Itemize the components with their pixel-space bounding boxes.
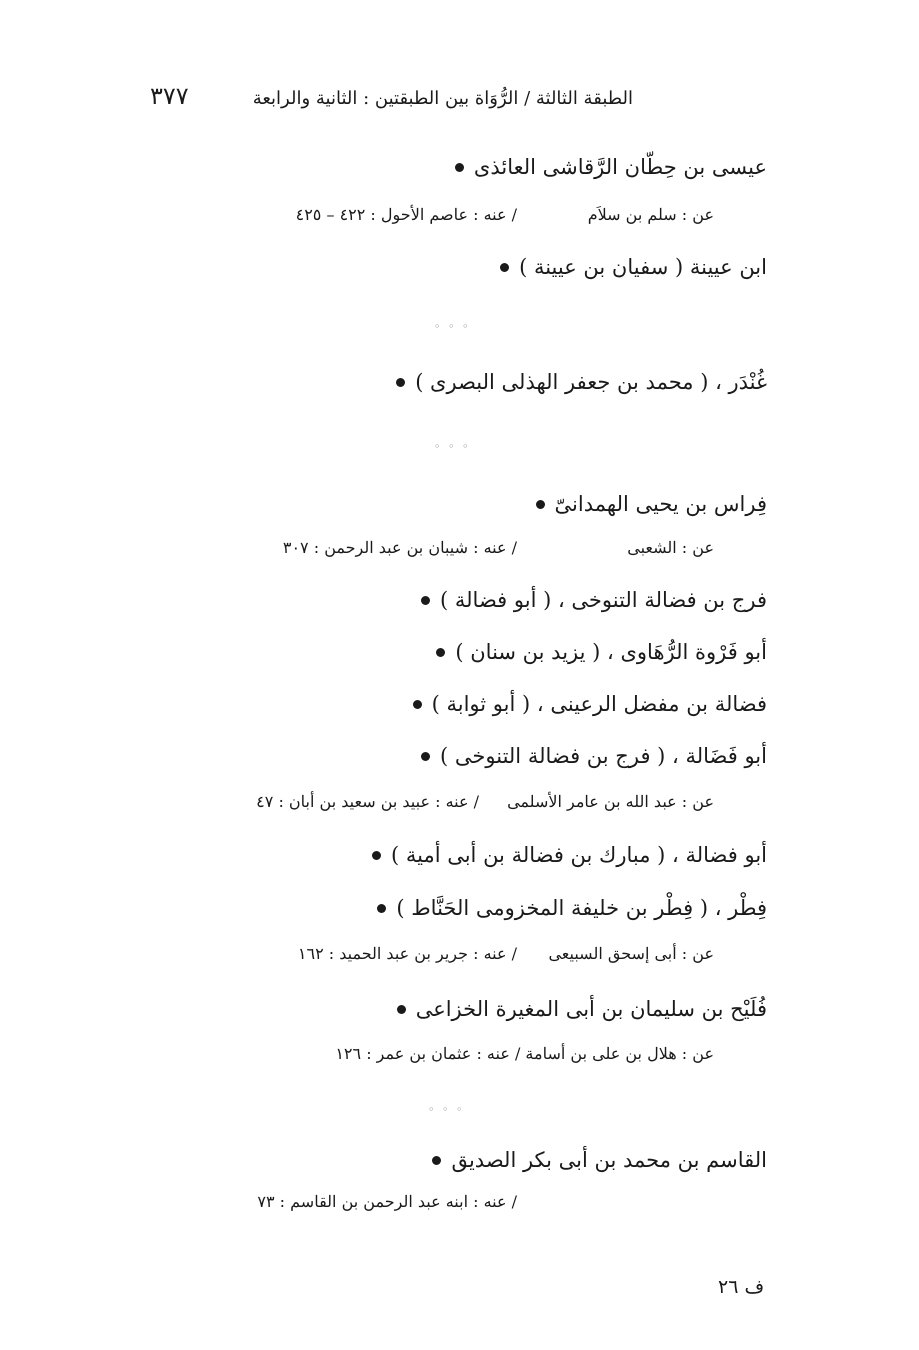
entry-name: غُنْدَر ، ( محمد بن جعفر الهذلى البصرى )	[415, 370, 767, 394]
bullet-icon	[432, 1156, 441, 1165]
bullet-icon	[536, 500, 545, 509]
entry-abu-farwa	[436, 640, 767, 664]
bullet-icon	[397, 1005, 406, 1014]
entry-to: / عنه : جرير بن عبد الحميد : ١٦٢	[297, 944, 517, 963]
section-separator: ◦ ◦ ◦	[434, 320, 471, 333]
entry-name: فُلَيْح بن سليمان بن أبى المغيرة الخزاعى	[415, 997, 767, 1021]
entry-isa-bin-hittan	[455, 155, 767, 179]
entry-name: فضالة بن مفضل الرعينى ، ( أبو ثوابة )	[431, 692, 767, 716]
entry-fadala-bin-mufaddal	[413, 692, 767, 716]
bullet-icon	[455, 163, 464, 172]
entry-al-qasim	[432, 1148, 767, 1172]
entry-to: / عنه : عاصم الأحول : ٤٢٢ – ٤٢٥	[295, 205, 517, 224]
entry-from: عن : أبى إسحق السبيعى	[548, 944, 714, 963]
entry-name: أبو فضالة ، ( مبارك بن فضالة بن أبى أمية )	[390, 843, 767, 867]
entry-name: القاسم بن محمد بن أبى بكر الصديق	[451, 1148, 767, 1172]
entry-name: فرج بن فضالة التنوخى ، ( أبو فضالة )	[440, 588, 767, 612]
bullet-icon	[377, 904, 386, 913]
page-number: ٣٧٧	[150, 82, 189, 110]
entry-to: / عنه : ابنه عبد الرحمن بن القاسم : ٧٣	[257, 1192, 517, 1211]
bullet-icon	[436, 648, 445, 657]
entry-fitr	[377, 896, 767, 920]
entry-fulayh	[397, 997, 767, 1021]
bullet-icon	[421, 596, 430, 605]
entry-name: أبو فَضَالة ، ( فرج بن فضالة التنوخى )	[440, 744, 767, 768]
entry-name: ابن عيينة ( سفيان بن عيينة )	[519, 255, 767, 279]
entry-name: أبو فَرْوة الرُّهَاوى ، ( يزيد بن سنان )	[455, 640, 767, 664]
bullet-icon	[413, 700, 422, 709]
entry-to: / عنه : شيبان بن عبد الرحمن : ٣٠٧	[282, 538, 517, 557]
entry-faraj-bin-fadala	[421, 588, 767, 612]
entry-from: عن : سلم بن سلاَم	[587, 205, 714, 224]
entry-abu-fadala-2	[372, 843, 767, 867]
entry-firas-bin-yahya	[536, 492, 767, 516]
entry-from-to: عن : هلال بن على بن أسامة / عنه : عثمان بن عمر : ١٢٦	[335, 1044, 714, 1063]
entry-abu-fadala-1	[421, 744, 767, 768]
section-separator: ◦ ◦ ◦	[434, 440, 471, 453]
entry-ibn-uyayna	[500, 255, 767, 279]
entry-name: فِطْر ، ( فِطْر بن خليفة المخزومى الحَنَّاط )	[396, 896, 767, 920]
entry-from: عن : الشعبى	[627, 538, 714, 557]
entry-to: / عنه : عبيد بن سعيد بن أبان : ٤٧	[256, 792, 479, 811]
bullet-icon	[396, 378, 405, 387]
entry-from: عن : عبد الله بن عامر الأسلمى	[507, 792, 714, 811]
bullet-icon	[372, 851, 381, 860]
entry-name: عيسى بن حِطّان الرَّقاشى العائذى	[473, 155, 767, 179]
entry-ghundar	[396, 370, 767, 394]
printer-signature: ف ٢٦	[718, 1276, 765, 1298]
section-separator: ◦ ◦ ◦	[428, 1103, 465, 1116]
entry-name: فِراس بن يحيى الهمدانىّ	[554, 492, 767, 516]
bullet-icon	[421, 752, 430, 761]
bullet-icon	[500, 263, 509, 272]
running-header: الطبقة الثالثة / الرُّوَاة بين الطبقتين : الثانية والرابعة	[252, 88, 633, 109]
